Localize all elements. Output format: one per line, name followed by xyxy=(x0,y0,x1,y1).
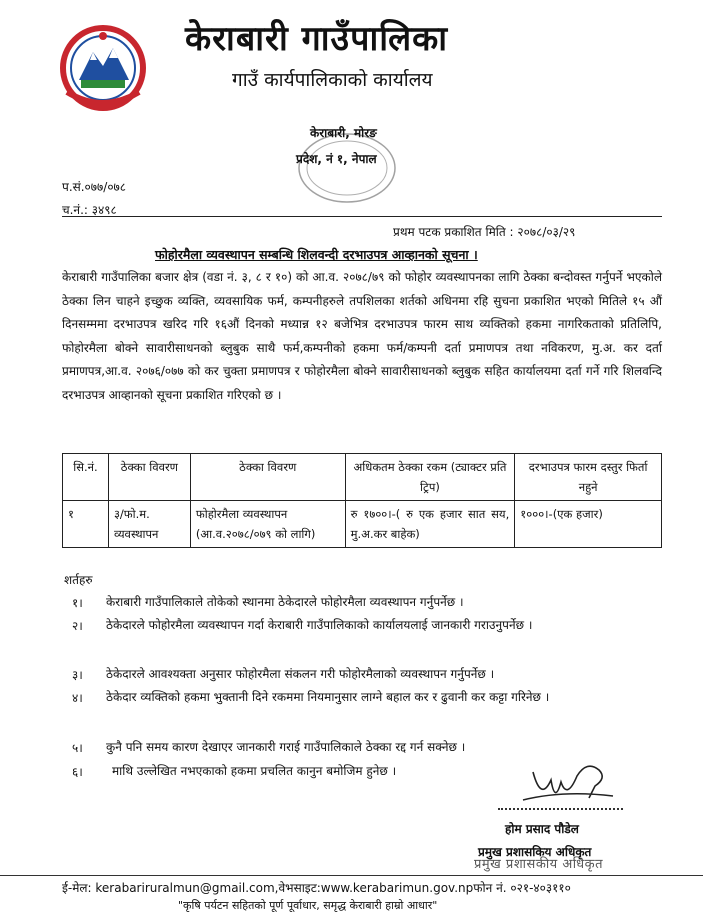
municipality-title: केराबारी गाउँपालिका xyxy=(185,19,449,59)
office-subtitle: गाउँ कार्यपालिकाको कार्यालय xyxy=(232,69,433,91)
column-header: ठेक्का विवरण xyxy=(108,454,190,501)
notice-heading: फोहोरमैला व्यवस्थापन सम्बन्धि शिलवन्दी दरभाउपत्र आव्हानको सूचना । xyxy=(155,247,478,262)
condition-number: २। xyxy=(72,619,83,633)
condition-text: ठेकेदारले फोहोरमैला व्यवस्थापन गर्दा केराबारी गाउँपालिकाको कार्यालयलाई जानकारी गराउनुपर्नेछ । xyxy=(106,618,533,632)
condition-number: १। xyxy=(72,596,83,610)
signature-line xyxy=(498,808,623,810)
condition-text: केराबारी गाउँपालिकाले तोकेको स्थानमा ठेकेदारले फोहोरमैला व्यवस्थापन गर्नुपर्नेछ । xyxy=(106,595,464,609)
condition-text: ठेकेदारले आवश्यक्ता अनुसार फोहोरमैला संकलन गरी फोहोरमैलाको व्यवस्थापन गर्नुपर्नेछ । xyxy=(106,667,495,681)
condition-number: ४। xyxy=(72,691,83,705)
reference-number: प.सं.०७७/०७८ xyxy=(62,180,127,194)
address-line-2: प्रदेश, नं १, नेपाल xyxy=(296,152,377,166)
column-header: दरभाउपत्र फारम दस्तुर फिर्ता नहुने xyxy=(515,454,662,501)
signature xyxy=(503,752,623,812)
column-header: अधिकतम ठेक्का रकम (ट्याक्टर प्रति ट्रिप) xyxy=(345,454,515,501)
table-cell: १ xyxy=(63,501,109,548)
condition-text: माथि उल्लेखित नभएकाको हकमा प्रचलित कानुन बमोजिम हुनेछ । xyxy=(112,764,397,778)
condition-text: ठेकेदार व्यक्तिको हकमा भुक्तानी दिने रकममा नियमानुसार लाग्ने बहाल कर र ढुवानी कर कट्टा गरिनेछ । xyxy=(106,690,550,704)
column-header: ठेक्का विवरण xyxy=(190,454,345,501)
signatory-stamp: प्रमुख प्रशासकीय अधिकृत xyxy=(474,857,604,872)
table-cell: रु १७००।-( रु एक हजार सात सय, मु.अ.कर बाहेक) xyxy=(345,501,515,548)
address-line-1: केराबारी, मोरङ xyxy=(310,126,377,140)
table-cell: १०००।-(एक हजार) xyxy=(515,501,662,548)
nepal-government-emblem xyxy=(57,22,149,114)
conditions-title: शर्तहरु xyxy=(64,573,93,587)
condition-number: ५। xyxy=(72,741,83,755)
tender-table xyxy=(62,453,662,548)
table-cell: फोहोरमैला व्यवस्थापन (आ.व.२०७८/०७९ को लागि) xyxy=(190,501,345,548)
publication-date: प्रथम पटक प्रकाशित मिति : २०७८/०३/२९ xyxy=(393,225,576,239)
notice-paragraph: केराबारी गाउँपालिका बजार क्षेत्र (वडा नं. ३, ८ र १०) को आ.व. २०७८/७९ को फोहोर व्यवस्थापनका लागि ठेक्का बन्दोवस्त गर्नुपर्ने भएकोले ठेक्का लिन चाहने इच्छुक व्यक्ति, व्यवसायिक फर्म, कम्पनीहरुले तपशिलका शर्तको अधिनमा रहि सुचना प्रकाशित भएको मितिले १५ औं दिनसम्ममा दरभाउपत्र खरिद गरि १६औं दिनको मध्यान्न १२ बजेभित्र दरभाउपत्र फारम साथ व्यक्तिको हकमा नागरिकताको प्रतिलिपि, फोहोरमैला बोक्ने सावारीसाधनको ब्लुबुक साथै फर्म,कम्पनीको हकमा फर्म/कम्पनी दर्ता प्रमाणपत्र तथा नविकरण, मु.अ. कर दर्ता प्रमाणपत्र,आ.व. २०७६/०७७ को कर चुक्ता प्रमाणपत्र र फोहोरमैला बोक्ने सावारीसाधनको ब्लुबुक सहित कार्यालयमा दर्ता गर्ने गरि शिलवन्दि दरभाउपत्र आव्हानको सूचना प्रकाशित गरिएको छ । xyxy=(62,270,662,402)
signatory-name: होम प्रसाद पौडेल xyxy=(505,822,579,836)
footer-contact: ई-मेल: kerabariruralmun@gmail.com,वेभसाइट:www.kerabarimun.gov.npफोन नं. ०२१-४०३११० xyxy=(62,881,571,895)
condition-number: ३। xyxy=(72,668,83,682)
footer-divider xyxy=(0,875,703,876)
table-header-row xyxy=(63,454,662,501)
condition-text: कुनै पनि समय कारण देखाएर जानकारी गराई गाउँपालिकाले ठेक्का रद्द गर्न सक्नेछ । xyxy=(106,740,466,754)
table-row xyxy=(63,501,662,548)
condition-number: ६। xyxy=(72,765,83,779)
footer-slogan: "कृषि पर्यटन सहितको पूर्ण पूर्वाधार, समृद्ध केराबारी हाम्रो आधार" xyxy=(178,899,438,912)
table-cell: ३/फो.म. व्यवस्थापन xyxy=(108,501,190,548)
header-divider xyxy=(62,216,662,217)
column-header: सि.नं. xyxy=(63,454,109,501)
signatory-title: प्रमुख प्रशासकिय अधिकृत xyxy=(478,845,592,859)
dispatch-number: च.नं.: ३४९८ xyxy=(62,203,117,217)
